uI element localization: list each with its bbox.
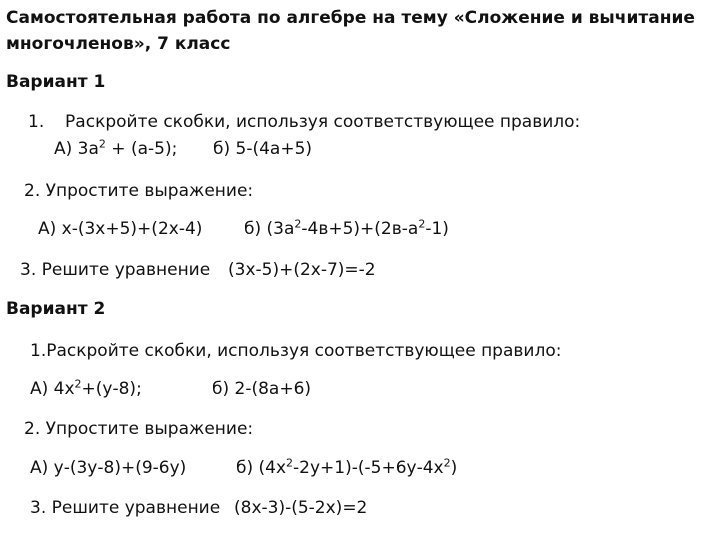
v2-task3-text: 3. Решите уравнение [30,498,221,518]
v2-task1-text: 1.Раскройте скобки, используя соответствующее правило: [30,341,562,361]
v2-task1-a-prefix: А) 4х [30,379,75,399]
v1-task2-text: 2. Упростите выражение: [24,181,254,201]
v1-task1-a-prefix: А) 3а [54,139,99,159]
v1-task2-b-sup2: 2 [418,217,426,231]
v2-task2-a: А) у-(3у-8)+(9-6у) [30,458,187,478]
v2-task1-b: б) 2-(8а+6) [212,379,312,399]
v2-task3-equation: (8х-3)-(5-2х)=2 [234,498,368,518]
v2-task2-b-mid: -2у+1)-(-5+6у-4х [293,458,444,478]
v2-task2-b-sup1: 2 [286,456,294,470]
v1-task1-a [54,139,177,159]
v1-task3-text: 3. Решите уравнение [20,260,211,280]
v2-task2-text: 2. Упростите выражение: [24,419,254,439]
v1-task1-items [54,138,177,160]
v2-task2-b-sup2: 2 [443,456,451,470]
v2-task1-a [30,378,142,400]
v1-task2-a: А) х-(3х+5)+(2х-4) [38,219,203,239]
v2-task2-b-prefix: б) (4х [236,458,287,478]
v1-task1-text: Раскройте скобки, используя соответствующее правило: [65,112,581,132]
variant1-heading: Вариант 1 [6,72,106,92]
v1-task2-b-sup1: 2 [294,217,302,231]
v1-task3-equation: (3х-5)+(2х-7)=-2 [228,260,376,280]
v1-task1-number: 1. [28,112,45,132]
v2-task2-b [236,457,457,479]
worksheet-title-line1: Самостоятельная работа по алгебре на тему «Сложение и вычитание [6,8,695,28]
v1-task2-b-suffix: -1) [425,219,449,239]
worksheet-title-line2: многочленов», 7 класс [6,34,231,54]
v1-task1-a-suffix: + (а-5); [105,139,178,159]
v1-task1-line [28,111,580,133]
v1-task2-b-prefix: б) (3а [244,219,295,239]
v1-task2-b-mid: -4в+5)+(2в-а [301,219,419,239]
v2-task1-a-suffix: +(у-8); [81,379,142,399]
v2-task1-a-sup: 2 [74,377,82,391]
v1-task1-a-sup: 2 [98,137,106,151]
v2-task2-b-suffix: ) [450,458,458,478]
variant2-heading: Вариант 2 [6,299,106,319]
v1-task2-b [244,218,449,240]
v1-task1-b: б) 5-(4а+5) [213,139,313,159]
